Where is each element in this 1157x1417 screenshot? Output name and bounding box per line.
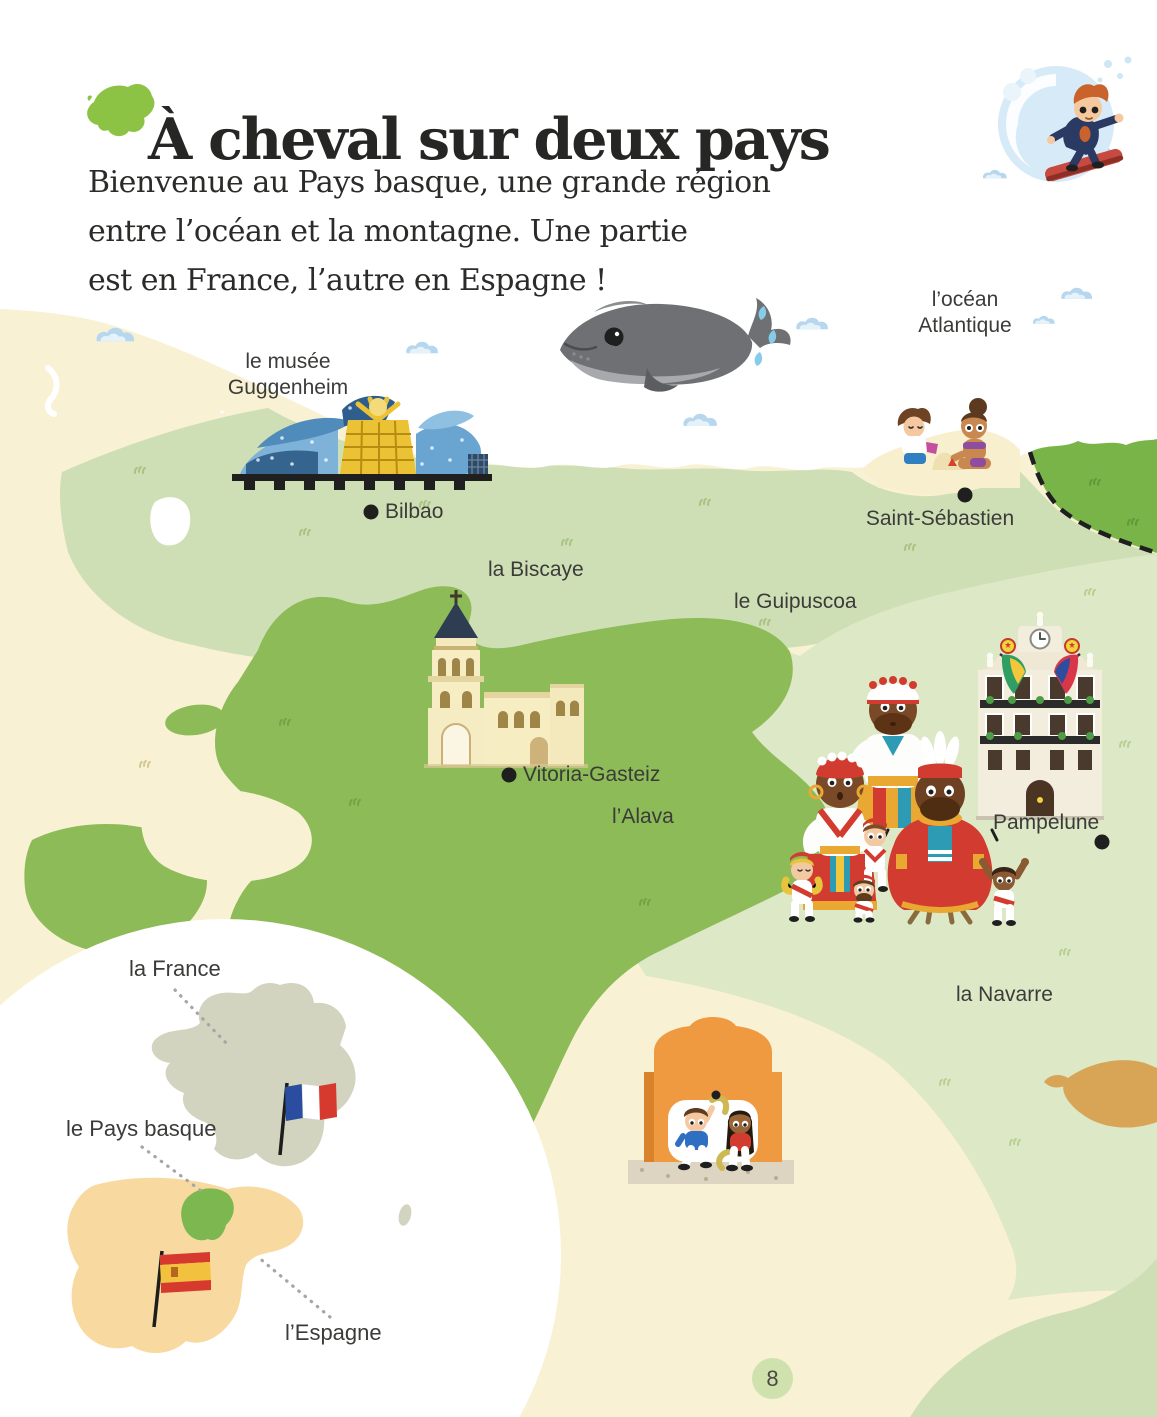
label-saint-sebastien: Saint-Sébastien <box>865 507 1015 530</box>
page-title: À cheval sur deux pays <box>148 106 829 174</box>
label-vitoria: Vitoria-Gasteiz <box>523 763 661 786</box>
page-number: 8 <box>752 1358 793 1399</box>
label-inset-pays-basque: le Pays basque <box>66 1116 217 1141</box>
label-guipuscoa: le Guipuscoa <box>734 590 857 613</box>
label-pampelune: Pampelune <box>993 811 1100 834</box>
label-biscaye: la Biscaye <box>488 558 584 581</box>
saint-sebastien-dot <box>958 488 973 503</box>
label-navarre: la Navarre <box>956 983 1053 1006</box>
label-inset-espagne: l’Espagne <box>285 1320 382 1345</box>
intro-line-2: entre l’océan et la montagne. Une partie <box>88 214 688 249</box>
intro-text <box>88 158 988 305</box>
label-bilbao: Bilbao <box>385 500 444 523</box>
intro-line-3: est en France, l’autre en Espagne ! <box>88 263 607 298</box>
label-ocean: l’océan Atlantique <box>918 288 1012 337</box>
intro-line-1: Bienvenue au Pays basque, une grande région <box>88 165 771 200</box>
vitoria-dot <box>502 768 517 783</box>
pampelune-dot <box>1095 835 1110 850</box>
lake <box>150 497 190 545</box>
label-alava: l’Alava <box>612 805 674 828</box>
bilbao-dot <box>364 505 379 520</box>
label-musee-guggenheim: le musée Guggenheim <box>227 350 349 399</box>
label-inset-france: la France <box>129 956 221 981</box>
